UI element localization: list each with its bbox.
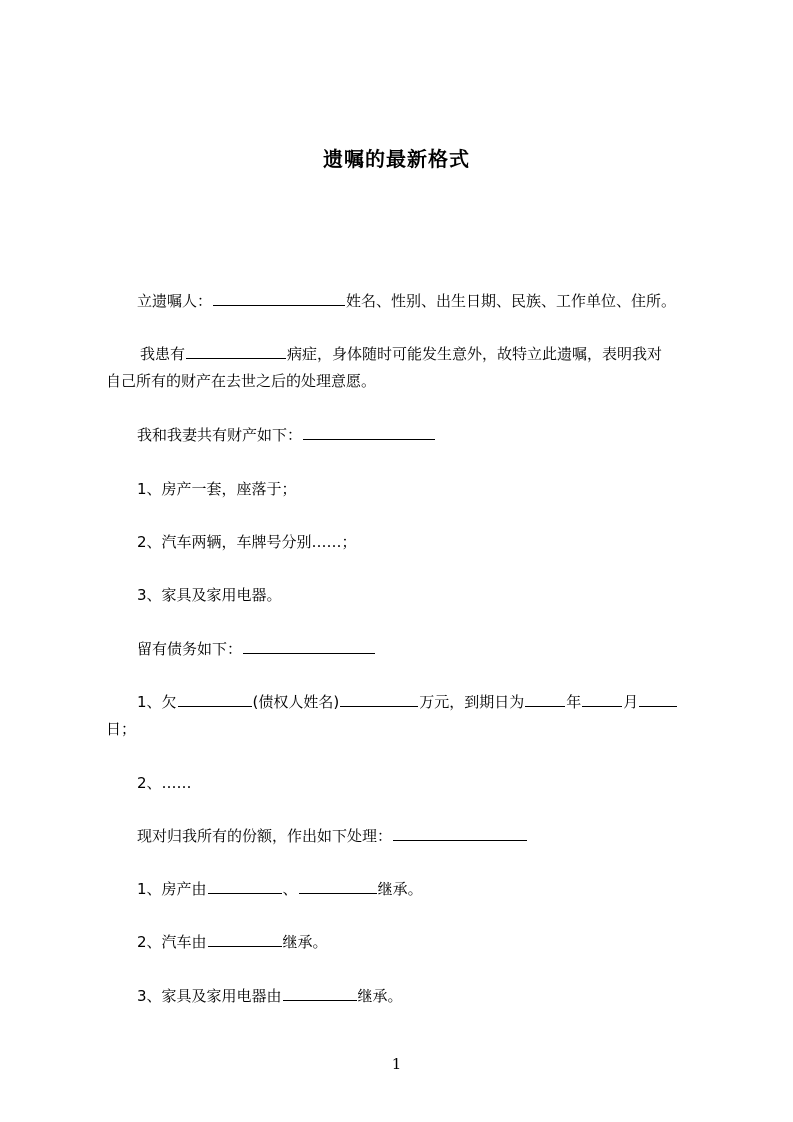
house-inherit: 继承。 [377, 880, 423, 898]
testator-fields: 姓名、性别、出生日期、民族、工作单位、住所。 [346, 292, 677, 310]
illness-line [140, 343, 662, 365]
house-separator: 、 [282, 880, 298, 898]
furniture-inherit: 继承。 [357, 987, 403, 1005]
testator-label: 立遗嘱人： [137, 292, 213, 310]
due-date-label: 万元，到期日为 [419, 693, 525, 711]
disposition-item-3 [137, 985, 403, 1007]
month-blank[interactable] [582, 691, 622, 707]
house-heir-2-blank[interactable] [299, 878, 377, 894]
day-label: 日； [106, 720, 137, 738]
debts-line [137, 638, 376, 660]
testator-line [137, 290, 676, 312]
creditor-label: (债权人姓名) [252, 693, 340, 711]
creditor-blank[interactable] [178, 691, 252, 707]
day-blank[interactable] [639, 691, 677, 707]
property-item-2: 2、汽车两辆，车牌号分别……； [137, 533, 357, 551]
furniture-label: 3、家具及家用电器由 [137, 987, 282, 1005]
property-item-3: 3、家具及家用电器。 [137, 586, 282, 604]
car-heir-blank[interactable] [208, 931, 282, 947]
illness-text: 病症，身体随时可能发生意外，故特立此遗嘱，表明我对 [287, 345, 663, 363]
car-inherit: 继承。 [282, 933, 328, 951]
page-number: 1 [391, 1055, 402, 1073]
month-label: 月 [623, 693, 639, 711]
document-title: 遗嘱的最新格式 [323, 147, 470, 171]
joint-property-line [137, 424, 436, 446]
debt-item-1-prefix: 1、欠 [137, 693, 177, 711]
testator-blank[interactable] [213, 290, 345, 306]
debt-item-1 [137, 691, 678, 713]
joint-property-label: 我和我妻共有财产如下： [137, 426, 303, 444]
disposition-item-1 [137, 878, 423, 900]
illness-label: 我患有 [140, 345, 186, 363]
car-label: 2、汽车由 [137, 933, 207, 951]
property-item-1: 1、房产一套，座落于； [137, 480, 297, 498]
disposition-line [137, 825, 528, 847]
illness-blank[interactable] [186, 343, 286, 359]
disposition-item-2 [137, 931, 328, 953]
illness-line-continued: 自己所有的财产在去世之后的处理意愿。 [106, 372, 377, 390]
debt-item-2: 2、…… [137, 774, 192, 792]
disposition-blank[interactable] [393, 825, 527, 841]
debts-label: 留有债务如下： [137, 640, 243, 658]
disposition-label: 现对归我所有的份额，作出如下处理： [137, 827, 393, 845]
house-label: 1、房产由 [137, 880, 207, 898]
house-heir-1-blank[interactable] [208, 878, 282, 894]
amount-blank[interactable] [340, 691, 418, 707]
debts-blank[interactable] [243, 638, 375, 654]
furniture-heir-blank[interactable] [283, 985, 357, 1001]
year-label: 年 [566, 693, 582, 711]
joint-property-blank[interactable] [303, 424, 435, 440]
year-blank[interactable] [525, 691, 565, 707]
